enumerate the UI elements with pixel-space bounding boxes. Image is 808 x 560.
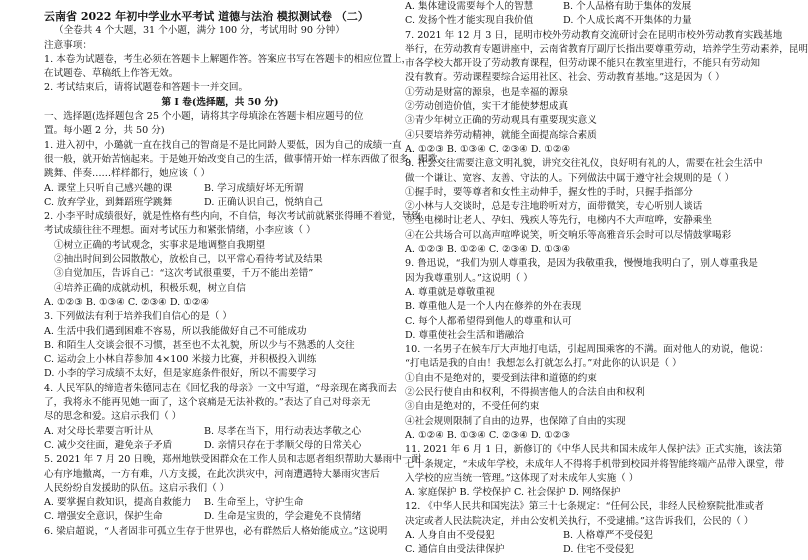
part-intro: 一、选择题(选择题包含 25 个小题，请将其字母填涂在答题卡相应题号的位 <box>44 111 364 123</box>
option-b: B. 学习成绩好坏无所谓 <box>204 182 304 194</box>
question-2: 考试成绩往往不理想。面对考试压力和紧张情绪，小李应该（ ） <box>44 225 316 237</box>
question-9: 9. 鲁迅说，“我们为别人尊重我，是因为我敬重我，慢慢地我明白了，别人尊重我是 <box>405 258 758 270</box>
question-3-option: A. 生活中我们遇到困难不容易，所以我能做好自己不可能成功 <box>44 325 307 337</box>
question-10-item: ②公民行使自由和权利，不得损害他人的合法自由和权利 <box>405 387 645 399</box>
question-1-options <box>44 182 396 196</box>
option-d: D. 正确认识自己，悦纳自己 <box>204 196 323 208</box>
question-7-item: ①劳动是财富的源泉，也是幸福的源泉 <box>405 86 569 98</box>
question-11: 七十条规定，“未成年学校，未成年人不得将手机带到校园并将智能终端产品带入课堂，带 <box>405 458 785 470</box>
question-2-item: ②抽出时间到公园散散心，放松自己，以平常心看待考试及结果 <box>54 254 323 266</box>
notice-line: 2. 考试结束后，请将试题卷和答题卡一并交回。 <box>44 82 249 94</box>
question-10-options: A. ①②④ B. ①③④ C. ②③④ D. ①②③ <box>405 429 571 441</box>
question-7: 没有教育。劳动课程要综合运用社区、社会、劳动教育基地。”这是因为（ ） <box>405 72 725 84</box>
question-8-item: ②小林与人交谈时，总是专注地聆听对方，面带微笑，专心听别人谈话 <box>405 201 703 213</box>
option-c: C. 减少交往面，避免亲子矛盾 <box>44 439 173 451</box>
question-4-options <box>44 439 396 453</box>
question-10: 10. 一名男子在候车厅大声地打电话，引起周围乘客的不满。面对他人的劝说，他说： <box>405 344 769 356</box>
question-11: 11. 2021 年 6 月 1 日，新修订的《中华人民共和国未成年人保护法》正式实施，该法第 <box>405 444 783 456</box>
option-d: D. 亲情只存在于孝顺父母的日常关心 <box>204 439 362 451</box>
option-d: D. 个人成长离不开集体的力量 <box>563 15 692 27</box>
question-7-options: A. ①②③ B. ①③④ C. ②③④ D. ①②④ <box>405 143 571 155</box>
right-column <box>405 0 808 558</box>
option-c: C. 增强安全意识，保护生命 <box>44 511 163 523</box>
question-11-options: A. 家庭保护 B. 学校保护 C. 社会保护 D. 网络保护 <box>405 487 621 499</box>
question-2-item: ④培养正确的成就动机，积极乐观，树立自信 <box>54 282 246 294</box>
question-10-item: ①自由不是绝对的，要受到法律和道德的约束 <box>405 372 597 384</box>
section-heading: 第 I 卷(选择题，共 50 分) <box>161 96 279 108</box>
question-5-options <box>44 510 396 524</box>
part-intro: 置。每小题 2 分，共 50 分) <box>44 125 165 137</box>
question-2-item: ③自觉加压，告诉自己：“这次考试很重要，千万不能出差错” <box>54 268 314 280</box>
option-b: B. 尽孝在当下，用行动表达孝敬之心 <box>204 425 362 437</box>
question-7-item: ②劳动创造价值，实干才能使梦想成真 <box>405 101 569 113</box>
question-5: 人民纷纷自发援助的队伍。这启示我们（ ） <box>44 482 230 494</box>
question-8: 8. 社会交往需要注意文明礼貌，讲究交往礼仪，良好明有礼的人，需要在社会生活中 <box>405 158 763 170</box>
question-3-option: C. 运动会上小林自荐参加 4×100 米接力比赛，并积极投入训练 <box>44 354 317 366</box>
question-4: 了，我将永不能再见她一面了，这个哀痛是无法补救的。”表达了自己对母亲无 <box>44 397 371 409</box>
question-10-item: ④社会规则限制了自由的边界，也保障了自由的实现 <box>405 415 626 427</box>
question-2: 2. 小李平时成绩很好，就是性格有些内向，不自信，每次考试前就紧张得睡不着觉，导致 <box>44 211 421 223</box>
question-3: 3. 下列做法有利于培养我们自信心的是（ ） <box>44 311 232 323</box>
question-2-item: ①树立正确的考试观念，实事求是地调整自我期望 <box>54 239 266 251</box>
question-9-option: D. 尊重使社会生活和谐融洽 <box>405 329 524 341</box>
question-9: 因为我尊重别人。”这说明（ ） <box>405 272 533 284</box>
question-9-option: A. 尊重就是尊敬重视 <box>405 286 495 298</box>
question-12: 12. 《中华人民共和国宪法》第三十七条规定：“任何公民，非经人民检察院批准或者 <box>405 501 764 513</box>
question-7-item: ④只要培养劳动精神，就能全面提高综合素质 <box>405 129 597 141</box>
option-c: C. 通信自由受法律保护 <box>405 544 505 556</box>
question-7: 7. 2021 年 12 月 3 日，昆明市校外劳动教育交流研讨会在昆明市校外劳动教育实践基地 <box>405 29 783 41</box>
option-b: B. 人格尊严不受侵犯 <box>563 529 653 541</box>
question-7-item: ③青少年树立正确的劳动观具有重要现实意义 <box>405 115 597 127</box>
question-6-options <box>405 14 755 28</box>
option-a: A. 人身自由不受侵犯 <box>405 529 495 541</box>
question-9-option: C. 每个人都希望得到他人的尊重和认可 <box>405 315 572 327</box>
question-12-options <box>405 543 755 557</box>
question-8-options: A. ①②③ B. ①②④ C. ②③④ D. ①③④ <box>405 244 571 256</box>
option-b: B. 个人品格有助于集体的发展 <box>563 1 692 12</box>
option-a: A. 课堂上只听自己感兴趣的课 <box>44 182 173 194</box>
question-10-item: ③自由是绝对的，不受任何约束 <box>405 401 540 413</box>
question-1-options <box>44 196 396 210</box>
question-1: 很一般，就开始苦恼起来。于是她开始改变自己的生活，做事情开始一样东西做了很多，唱歌、 <box>44 153 447 165</box>
question-4: 尽的思念和爱。这启示我们（ ） <box>44 411 182 423</box>
question-12: 决定或者人民法院决定，并由公安机关执行，不受逮捕。”这告诉我们，公民的（ ） <box>405 515 754 527</box>
question-8-item: ③坐电梯时让老人、孕妇、残疾人等先行，电梯内不大声喧哗，安静乘坐 <box>405 215 712 227</box>
left-column <box>44 0 447 539</box>
question-5: 5. 2021 年 7 月 20 日晚，郑州地铁受困群众在工作人员和志愿者组织帮助大暴雨中一耐 <box>44 454 422 466</box>
question-5: 心有序地撤离，一方有难，八方支援，在此次洪灾中，河南遭遇特大暴雨灾害后 <box>44 468 380 480</box>
question-7: 市各学校大都开设了劳动教育课程，但劳动课不能只在教室里进行，不能只有劳动知 <box>405 58 760 70</box>
notice-heading: 注意事项： <box>44 39 92 51</box>
option-a: A. 对父母长辈要言听计从 <box>44 425 153 437</box>
question-4-options <box>44 425 396 439</box>
exam-title: 云南省 2022 年初中学业水平考试 道德与法治 模拟测试卷 （二） <box>44 10 369 23</box>
notice-line: 1. 本卷为试题卷，考生必须在答题卡上解题作答。答案应书写在答题卡的相应位置上， <box>44 53 412 65</box>
question-11: 入学校的应当统一管理。”这体现了对未成年人实施（ ） <box>405 472 639 484</box>
option-d: D. 生命是宝贵的，学会避免不良情绪 <box>204 511 362 523</box>
question-6: 6. 梁启超说，“人者固非可孤立生存于世界也，必有群然后人格始能成立。”这说明 <box>44 525 388 537</box>
question-8-item: ④在公共场合可以高声喧哗说笑，听交响乐等高雅音乐会时可以尽情鼓掌喝彩 <box>405 229 732 241</box>
option-c: C. 发扬个性才能实现自我价值 <box>405 15 534 27</box>
question-3-option: D. 小李的学习成绩不太好，但是家庭条件很好，所以不需要学习 <box>44 368 317 380</box>
question-3-option: B. 和陌生人交谈会很不习惯，甚至也不太礼貌，所以少与不熟悉的人交往 <box>44 339 355 351</box>
question-4: 4. 人民军队的缔造者朱德同志在《回忆我的母亲》一文中写道，“母亲现在离我而去 <box>44 382 397 394</box>
notice-line: 在试题卷、草稿纸上作答无效。 <box>44 68 179 80</box>
exam-subtitle: （全卷共 4 个大题，31 个小题，满分 100 分，考试用时 90 分钟） <box>54 25 345 37</box>
question-7: 举行，在劳动教育专题讲座中，云南省教育厅副厅长指出要尊重劳动，培养学生劳动素养，昆明 <box>405 43 808 55</box>
option-c: C. 放弃学业，到舞蹈班学跳舞 <box>44 196 173 208</box>
option-a: A. 集体建设需要每个人的智慧 <box>405 1 534 12</box>
question-1: 跳舞、伴奏……样样都行，她应该（ ） <box>44 168 211 180</box>
question-6-options <box>405 0 755 14</box>
option-b: B. 生命至上，守护生命 <box>204 497 304 509</box>
question-8-item: ①握手时，要等尊者和女性主动伸手，握女性的手时，只握手指部分 <box>405 186 693 198</box>
question-10: “打电话是我的自由！我想怎么打就怎么打。”对此你的认识是（ ） <box>405 358 682 370</box>
question-1: 1. 进入初中，小璐就一直在找自己的智商是不是比同龄人要低，因为自己的成绩一直 <box>44 139 402 151</box>
question-8: 做一个谦让、宽容、友善、守法的人。下列做法中属于遵守社会规则的是（ ） <box>405 172 735 184</box>
option-a: A. 要掌握自救知识，提高自救能力 <box>44 497 192 509</box>
option-d: D. 住宅不受侵犯 <box>563 544 635 556</box>
question-12-options <box>405 529 755 543</box>
question-9-option: B. 尊重他人是一个人内在修养的外在表现 <box>405 301 582 313</box>
question-5-options <box>44 496 396 510</box>
question-2-options: A. ①②③ B. ①③④ C. ②③④ D. ①②④ <box>44 296 210 308</box>
